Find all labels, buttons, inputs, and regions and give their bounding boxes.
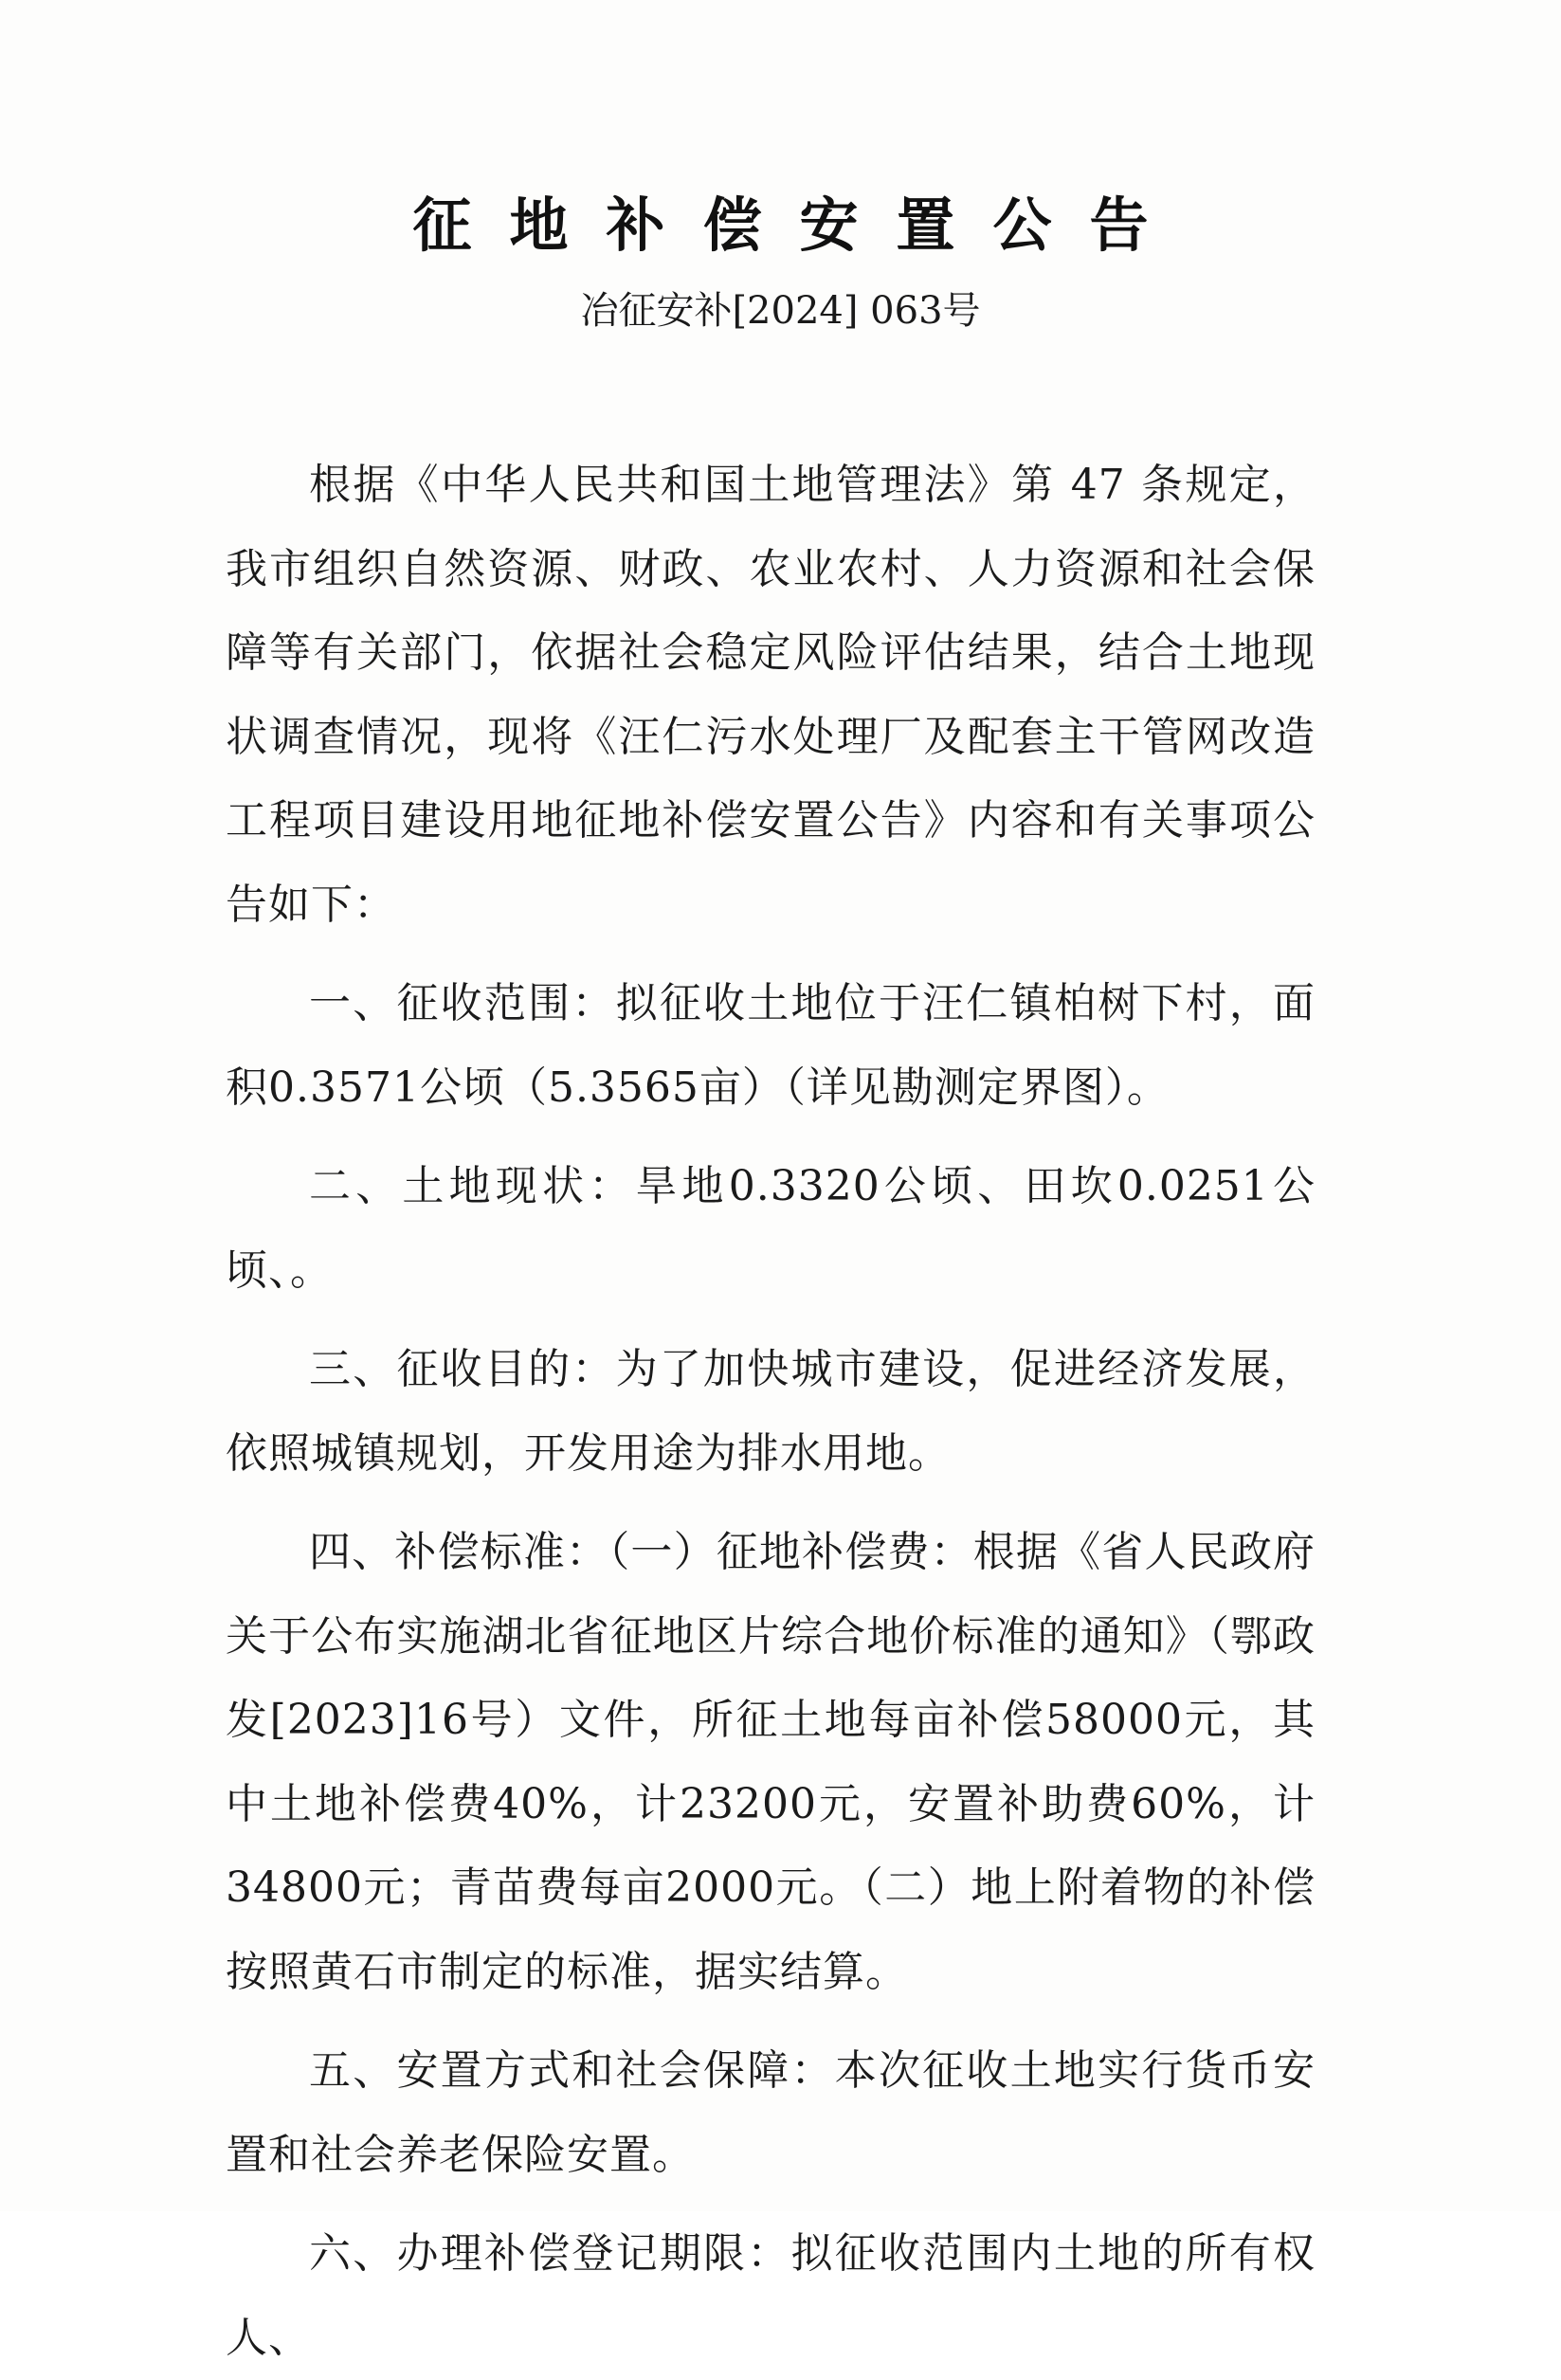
page-title: 征地补偿安置公告 — [412, 191, 1187, 260]
document-number: 冶征安补[2024] 063号 — [580, 289, 981, 333]
paragraph-land-status: 二、土地现状：旱地0.3320公顷、田坎0.0251公顷、。 — [226, 1162, 1316, 1295]
paragraph-scope: 一、征收范围：拟征收土地位于汪仁镇柏树下村，面积0.3571公顷（5.3565亩）（详见勘测定界图）。 — [226, 979, 1316, 1112]
paragraph-compensation-standard: 四、补偿标准：（一）征地补偿费：根据《省人民政府关于公布实施湖北省征地区片综合地价标准的通知》（鄂政发[2023]16号）文件，所征土地每亩补偿58000元，其中土地补偿费40%，计23200元，安置补助费60%，计34800元；青苗费每亩2000元。（二）地上附着物的补偿按照黄石市制定的标准，据实结算。 — [226, 1528, 1316, 1996]
document-body — [226, 444, 1316, 2380]
paragraph-purpose: 三、征收目的：为了加快城市建设，促进经济发展，依照城镇规划，开发用途为排水用地。 — [226, 1345, 1316, 1478]
paragraph-resettlement: 五、安置方式和社会保障：本次征收土地实行货币安置和社会养老保险安置。 — [226, 2046, 1316, 2179]
paragraph-registration-period: 六、办理补偿登记期限：拟征收范围内土地的所有权人、 — [226, 2229, 1316, 2362]
paragraph-intro: 根据《中华人民共和国土地管理法》第 47 条规定，我市组织自然资源、财政、农业农村、人力资源和社会保障等有关部门，依据社会稳定风险评估结果，结合土地现状调查情况，现将《汪仁污水处理厂及配套主干管网改造工程项目建设用地征地补偿安置公告》内容和有关事项公告如下： — [226, 461, 1316, 929]
